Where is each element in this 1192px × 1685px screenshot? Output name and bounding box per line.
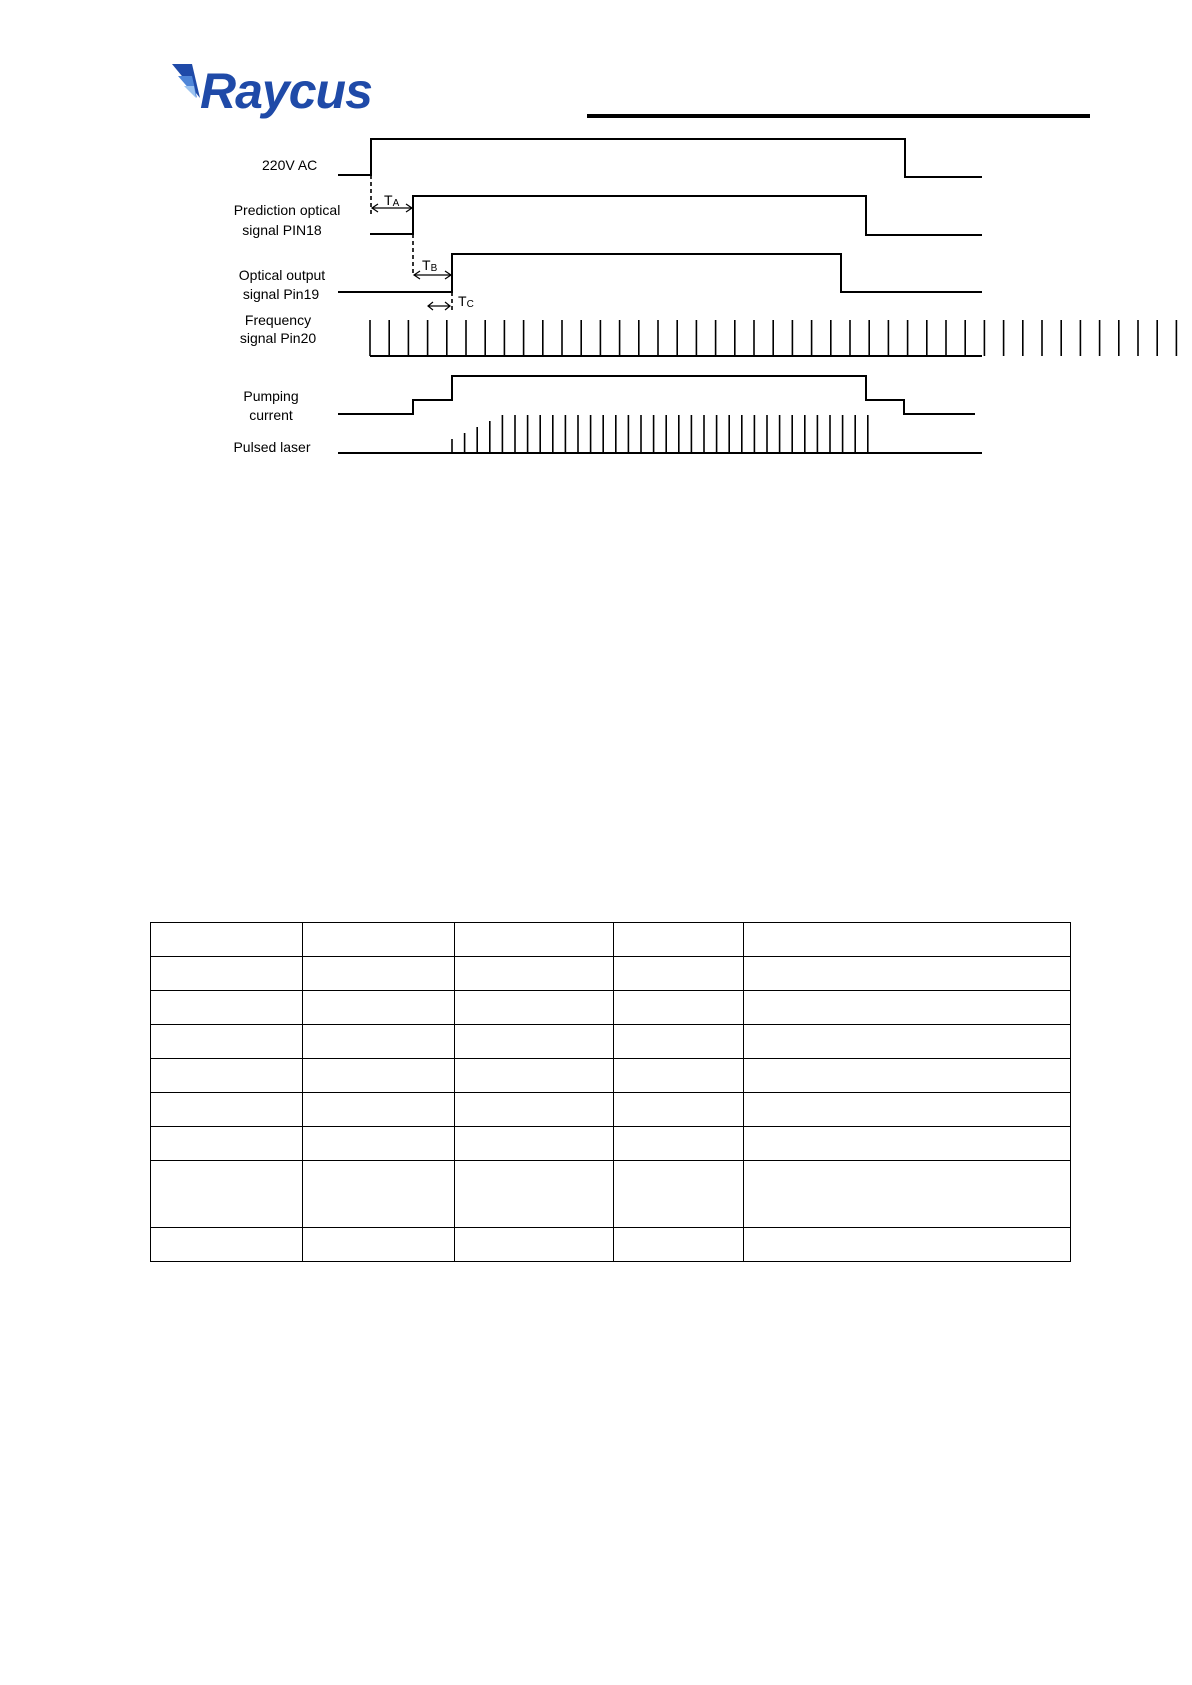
signal-label-line: Optical output <box>238 267 326 283</box>
signal-label-line: Frequency <box>244 312 312 328</box>
svg-text:TB: TB <box>422 257 438 274</box>
signal-label-frequency <box>240 312 316 346</box>
table-cell <box>151 923 303 957</box>
table-row <box>151 1093 1071 1127</box>
table-cell <box>151 1161 303 1228</box>
table-cell <box>744 1161 1071 1228</box>
interval-tc <box>428 293 474 310</box>
signal-label-220v <box>262 157 317 173</box>
table-cell <box>303 1228 455 1262</box>
table-cell <box>455 1059 614 1093</box>
table-cell <box>744 1228 1071 1262</box>
table-cell <box>614 991 744 1025</box>
table-row <box>151 1127 1071 1161</box>
table-cell <box>455 1025 614 1059</box>
waveform-220v-ac <box>338 139 982 177</box>
signal-label-line: current <box>249 407 293 423</box>
timing-diagram <box>0 0 1192 480</box>
table-cell <box>744 957 1071 991</box>
laser-pulses <box>452 415 868 453</box>
signal-label-line: 220V AC <box>262 157 318 173</box>
table-cell <box>614 1059 744 1093</box>
table-cell <box>455 957 614 991</box>
table-row <box>151 1059 1071 1093</box>
signal-label-line: signal Pin20 <box>239 330 317 346</box>
table-row <box>151 1025 1071 1059</box>
table-cell <box>151 991 303 1025</box>
table-row <box>151 1228 1071 1262</box>
table-cell <box>303 991 455 1025</box>
table-body <box>151 923 1071 1262</box>
parameter-table <box>150 922 1071 1262</box>
table-cell <box>744 923 1071 957</box>
table-row <box>151 923 1071 957</box>
logo-wordmark: Raycus <box>200 63 372 119</box>
table-cell <box>455 1228 614 1262</box>
table-cell <box>455 1127 614 1161</box>
table-cell <box>303 1025 455 1059</box>
table-cell <box>744 1127 1071 1161</box>
table-cell <box>151 1127 303 1161</box>
table-cell <box>303 1059 455 1093</box>
table-cell <box>151 1228 303 1262</box>
signal-label-line: Prediction optical <box>233 202 341 218</box>
table-cell <box>614 1127 744 1161</box>
svg-text:TA: TA <box>384 192 400 209</box>
table-cell <box>614 1025 744 1059</box>
table-cell <box>455 991 614 1025</box>
table-cell <box>151 1025 303 1059</box>
signal-label-pumping <box>243 388 298 423</box>
table-row <box>151 1161 1071 1228</box>
interval-ta <box>372 192 412 212</box>
table-cell <box>303 1127 455 1161</box>
signal-label-line: Pumping <box>243 388 299 404</box>
waveform-prediction-pin18 <box>370 196 982 235</box>
signal-label-optical-output <box>239 267 325 302</box>
table-cell <box>744 991 1071 1025</box>
table-cell <box>455 1093 614 1127</box>
frequency-pulses <box>370 320 1192 356</box>
table-cell <box>614 1228 744 1262</box>
table-cell <box>455 1161 614 1228</box>
table-cell <box>151 957 303 991</box>
table-cell <box>744 1025 1071 1059</box>
table-cell <box>303 923 455 957</box>
signal-label-line: Pulsed laser <box>233 439 311 455</box>
signal-label-prediction <box>234 202 341 238</box>
signal-label-pulsed-laser <box>233 439 310 455</box>
interval-tb <box>414 257 451 279</box>
table-cell <box>614 1161 744 1228</box>
table-row <box>151 957 1071 991</box>
table-cell <box>303 1093 455 1127</box>
table-cell <box>614 1093 744 1127</box>
table-cell <box>151 1093 303 1127</box>
svg-text:TC: TC <box>458 293 474 310</box>
signal-label-line: signal Pin19 <box>242 286 320 302</box>
table-cell <box>303 957 455 991</box>
table-cell <box>151 1059 303 1093</box>
table-cell <box>455 923 614 957</box>
table-cell <box>744 1093 1071 1127</box>
table-row <box>151 991 1071 1025</box>
table-cell <box>303 1161 455 1228</box>
waveform-pumping-current <box>338 376 975 414</box>
table-cell <box>614 923 744 957</box>
signal-label-line: signal PIN18 <box>242 222 322 238</box>
table-cell <box>614 957 744 991</box>
table-cell <box>744 1059 1071 1093</box>
